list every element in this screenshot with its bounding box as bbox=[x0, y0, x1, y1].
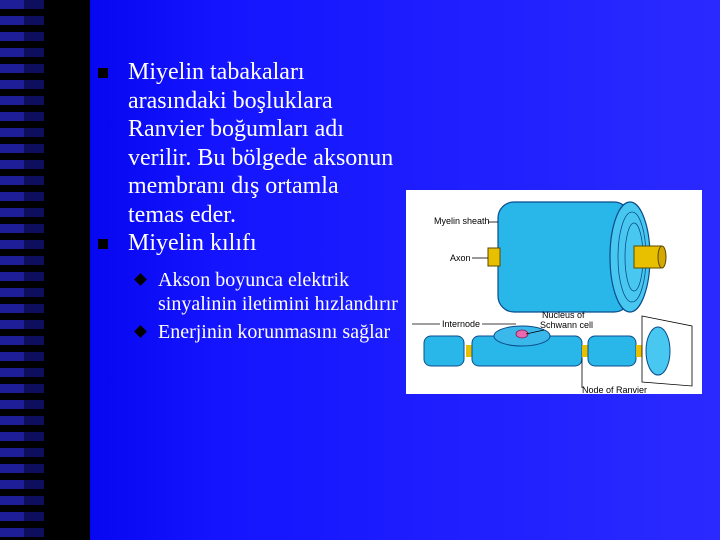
bullet-item bbox=[98, 229, 398, 258]
node-gap bbox=[636, 345, 642, 357]
node-gap bbox=[466, 345, 472, 357]
chain-end-face bbox=[646, 327, 670, 375]
label-myelin-sheath: Myelin sheath bbox=[434, 216, 490, 226]
myelin-sheath-diagram bbox=[406, 190, 702, 394]
sub-bullet-text: Akson boyunca elektrik sinyalinin iletimini hızlandırır bbox=[158, 268, 398, 315]
label-nucleus-line1: Nucleus of bbox=[542, 310, 585, 320]
sub-bullet-text: Enerjinin korunmasını sağlar bbox=[158, 320, 391, 343]
bullet-square-icon bbox=[98, 239, 108, 249]
internode-segment bbox=[424, 336, 464, 366]
bullet-list bbox=[98, 58, 398, 344]
bullet-diamond-icon bbox=[134, 273, 147, 286]
label-nucleus-line2: Schwann cell bbox=[540, 320, 594, 330]
label-axon: Axon bbox=[450, 253, 471, 263]
left-square-pattern bbox=[0, 0, 24, 540]
bullet-item bbox=[98, 58, 398, 229]
axon-left-end bbox=[488, 248, 500, 266]
internode-segment bbox=[588, 336, 636, 366]
axon-end bbox=[658, 246, 666, 268]
bullet-square-icon bbox=[98, 68, 108, 78]
left-square-pattern-2 bbox=[24, 0, 44, 540]
bullet-text: Miyelin kılıfı bbox=[128, 230, 257, 256]
sub-bullet-item bbox=[98, 268, 398, 316]
node-gap bbox=[582, 345, 588, 357]
label-internode: Internode bbox=[442, 319, 481, 329]
bullet-diamond-icon bbox=[134, 325, 147, 338]
bullet-text: Miyelin tabakaları arasındaki boşluklara Ranvier boğumları adı verilir. Bu bölgede aksonun membranı dış ortamla temas eder. bbox=[128, 59, 394, 228]
sub-bullet-item bbox=[98, 320, 398, 344]
label-node-of-ranvier: Node of Ranvier bbox=[582, 385, 648, 394]
